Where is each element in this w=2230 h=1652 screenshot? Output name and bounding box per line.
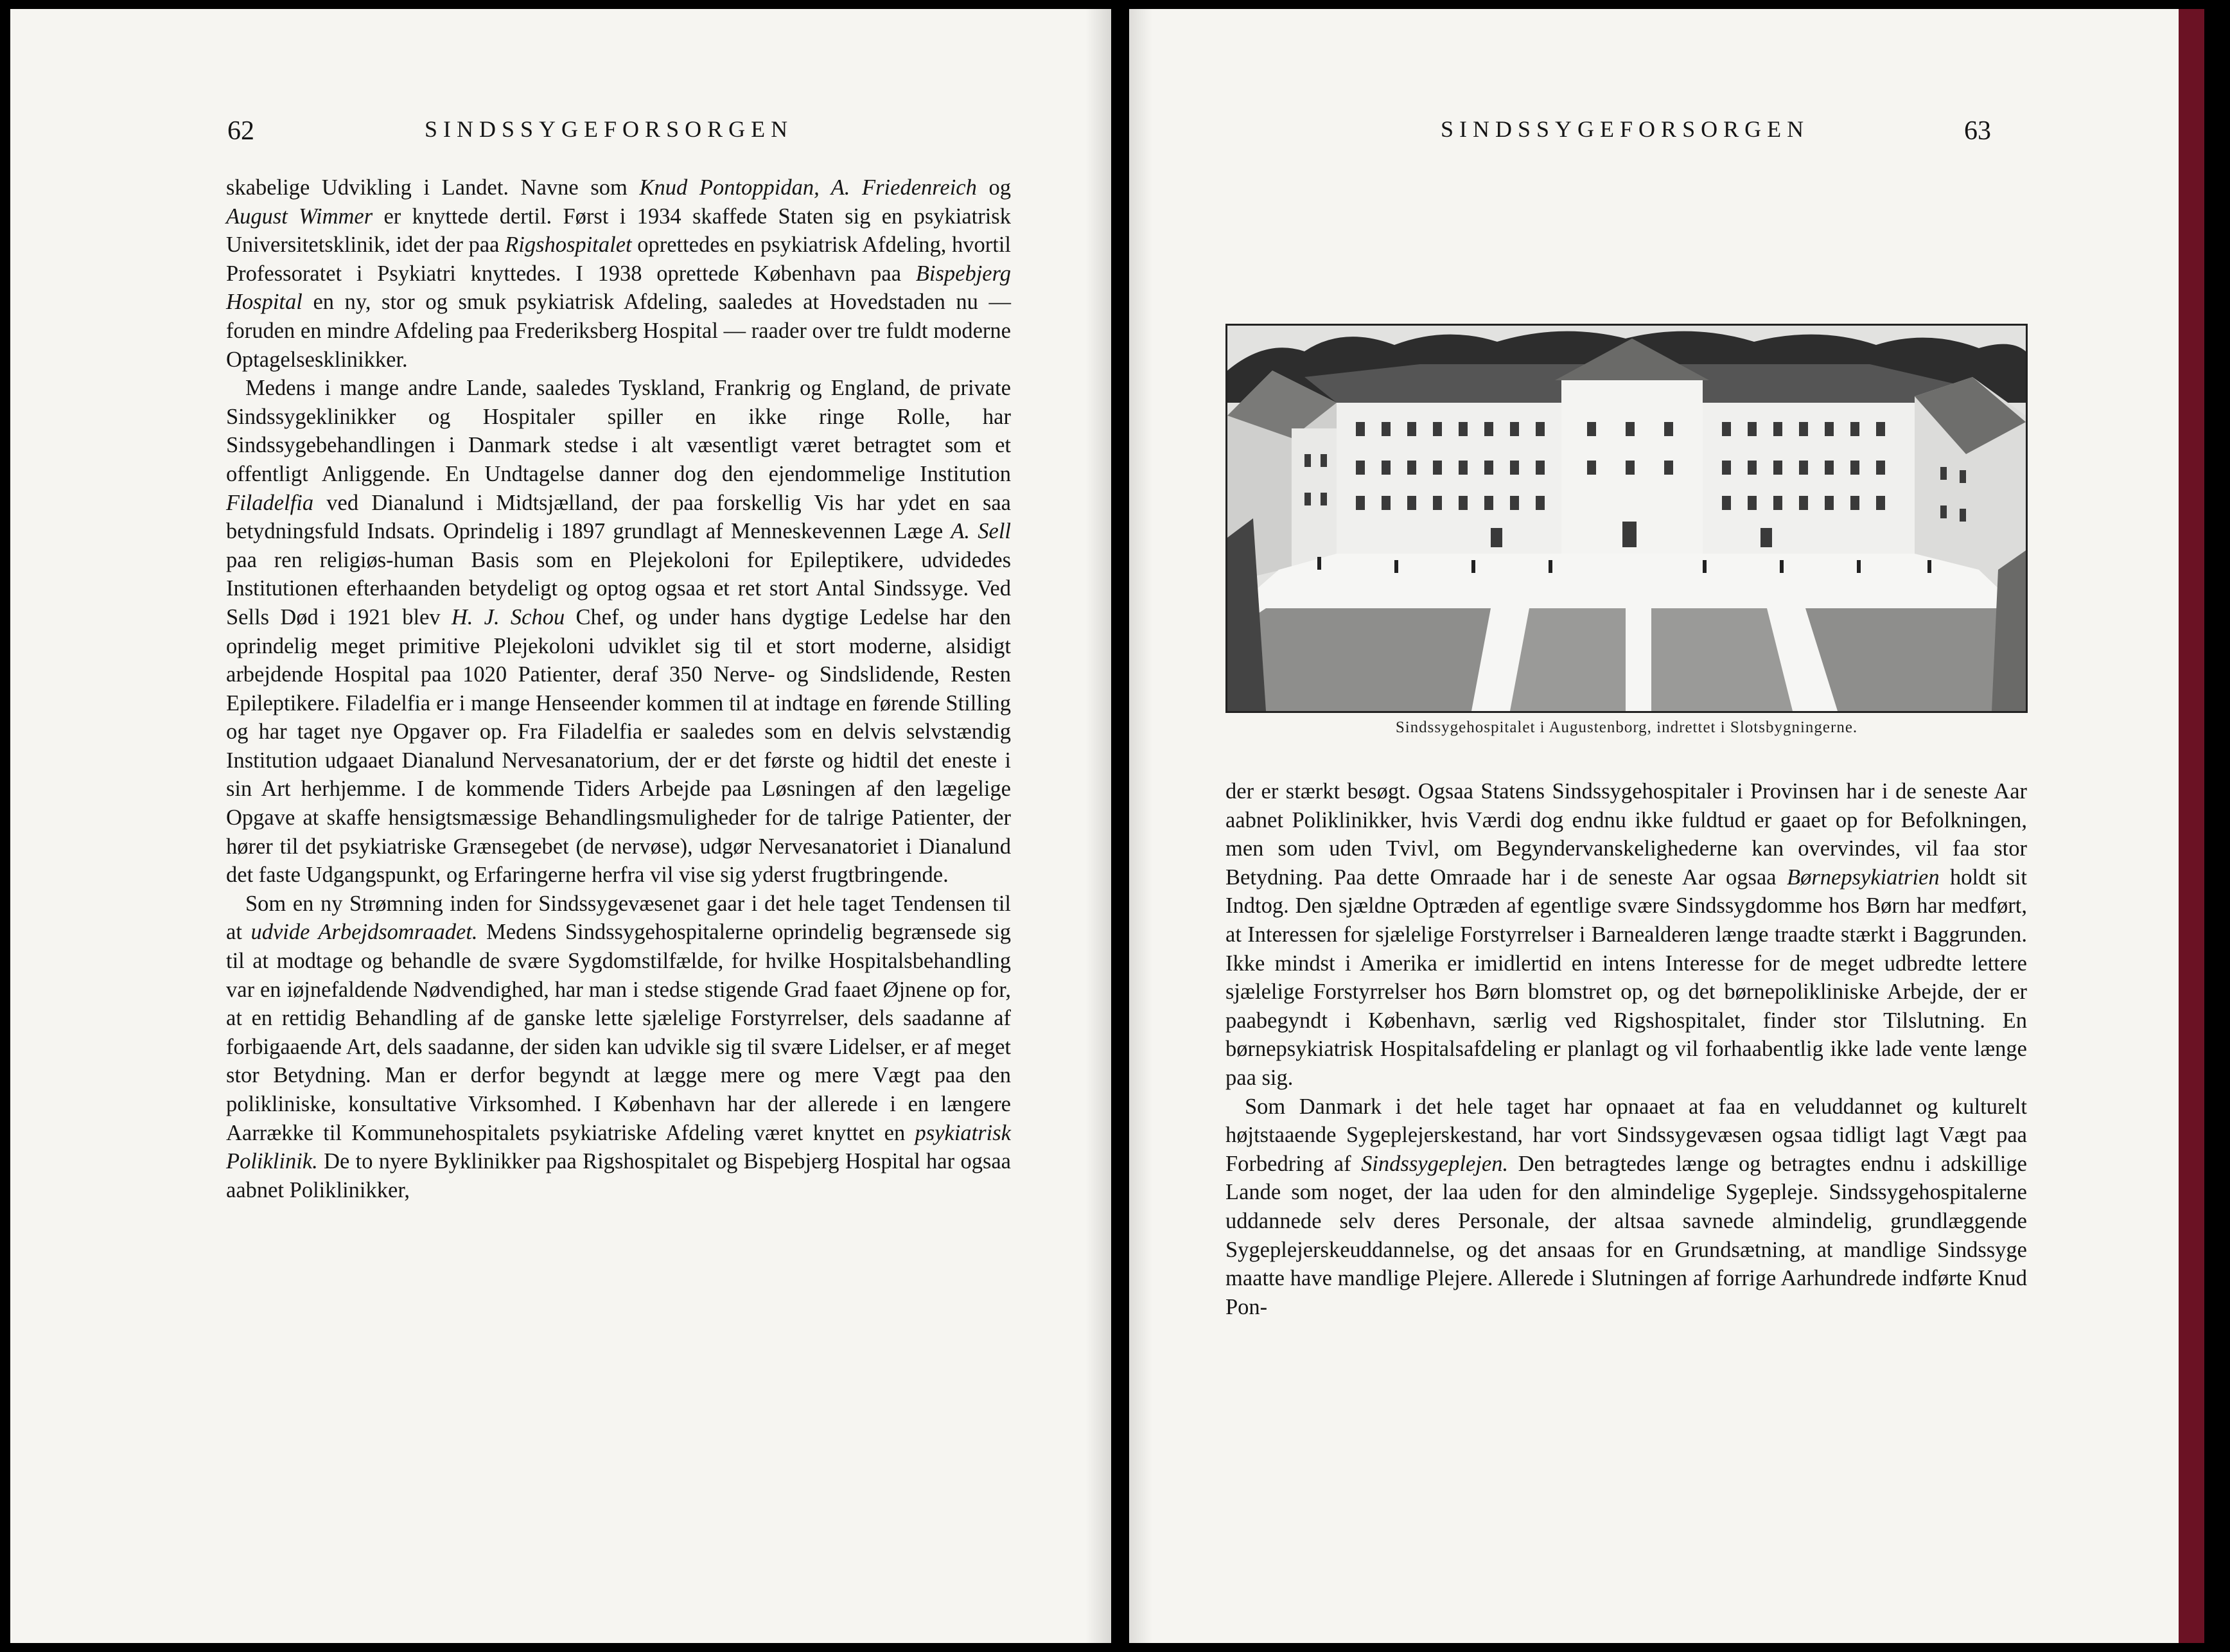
italic-run: August Wimmer xyxy=(226,204,373,229)
text-run: oprettedes en psykiatrisk Afdeling, hvortil Professoratet i Psykiatri knyttedes. I 1938 oprettede København paa xyxy=(226,233,1011,286)
figure-caption: Sindssygehospitalet i Augustenborg, indrettet i Slotsbygningerne. xyxy=(1395,719,1858,736)
italic-run: Filadelfia xyxy=(226,490,314,515)
text-run: holdt sit Indtog. Den sjældne Optræden af egentlige svære Sindssygdomme hos Børn har medført, at Interessen for sjælelige Forstyrrelser i Barnealderen længe traadte stærkt i Baggrunden. Ikke mindst i Amerika er imidlertid en intens Interesse for de meget udbredte lettere sjælelige Forstyrrelser hos Børn blomstret op, og det børnepolikliniske Arbejde, der er paabegyndt i København, særlig ved Rigshospitalet, finder stor Tilslutning. En børnepsykiatrisk Hospitalsafdeling er planlagt og vil forhaabentlig ikke lade vente længe paa sig. xyxy=(1225,865,2027,1090)
italic-run: Sindssygeplejen. xyxy=(1361,1151,1509,1176)
left-page xyxy=(10,9,1111,1643)
page-number: 62 xyxy=(227,116,254,146)
italic-run: Bispebjerg Hospital xyxy=(226,261,1011,315)
text-run: Som en ny Strømning inden for Sindssygevæsenet gaar i det hele taget Tendensen til at xyxy=(226,891,1011,945)
text-run: Som Danmark i det hele taget har opnaaet at faa en veluddannet og kulturelt højtstaaende Sygeplejerskestand, har vort Sindssygevæsen ogsaa tidligt lagt Vægt paa Forbedring af xyxy=(1225,1094,2027,1176)
paragraph xyxy=(226,890,1011,1205)
body-text xyxy=(226,173,1011,1204)
italic-run: Rigshospitalet xyxy=(505,233,632,258)
spine-shadow xyxy=(1085,9,1111,1643)
text-run: skabelige Udvikling i Landet. Navne som xyxy=(226,175,640,200)
text-run: er knyttede dertil. Først i 1934 skaffede Staten sig en psykiatrisk Universitetsklinik, idet der paa xyxy=(226,204,1011,258)
body-text xyxy=(1225,777,2027,1321)
running-head: SINDSSYGEFORSORGEN xyxy=(425,116,794,142)
running-head: SINDSSYGEFORSORGEN xyxy=(1441,116,1810,142)
italic-run: A. Sell xyxy=(951,519,1011,544)
text-run: paa ren religiøs-human Basis som en Plejekoloni for Epileptikere, udvidedes Institutionen efterhaanden betydeligt og optog ogsaa et ret stort Antal Sindssyge. Ved Sells Død i 1921 blev xyxy=(226,547,1011,629)
italic-run: Børnepsykiatrien xyxy=(1787,865,1940,890)
page-number: 63 xyxy=(1964,116,1991,146)
italic-run: H. J. Schou xyxy=(451,604,565,629)
paragraph xyxy=(1225,1093,2027,1322)
paragraph xyxy=(226,173,1011,374)
spine-shadow xyxy=(1129,9,1152,1643)
text-run: Chef, og under hans dygtige Ledelse har den oprindelig meget primitive Plejekoloni udviklet sig til et stort moderne, alsidigt arbejdende Hospital paa 1020 Patienter, deraf 350 Nerve- og Sindslidende, Resten Epileptikere. Filadelfia er i mange Henseender kommen til at indtage en førende Stilling og har taget nye Opgaver op. Fra Filadelfia er saaledes som en delvis selvstændig Institution udgaaet Dianalund Nervesanatorium, der er det første og hidtil det eneste i sin Art herhjemme. I de kommende Tiders Arbejde paa Løsningen af den lægelige Opgave at skaffe hensigtsmæssige Behandlingsmuligheder for de talrige Patienter, der hører til det psykiatriske Grænsegebet (de nervøse), udgør Nervesanatoriet i Dianalund det faste Udgangspunkt, og Erfaringerne herfra vil vise sig yderst frugtbringende. xyxy=(226,604,1011,888)
italic-run: psykiatrisk Poliklinik. xyxy=(226,1120,1011,1174)
text-run: ved Dianalund i Midtsjælland, der paa forskellig Vis har ydet en saa betydningsfuld Indsats. Oprindelig i 1897 grundlagt af Menneskevennen Læge xyxy=(226,490,1011,544)
right-page xyxy=(1129,9,2204,1643)
book-edge xyxy=(2179,9,2204,1643)
paragraph xyxy=(1225,777,2027,1093)
palace-courtyard-photo xyxy=(1225,324,2028,713)
italic-run: Knud Pontoppidan, A. Friedenreich xyxy=(639,175,977,200)
text-run: en ny, stor og smuk psykiatrisk Afdeling, saaledes at Hovedstaden nu — foruden en mindre Afdeling paa Frederiksberg Hospital — raader over tre fuldt moderne Optagelsesklinikker. xyxy=(226,290,1011,372)
text-run: Den betragtedes længe og betragtes endnu i adskillige Lande som noget, der laa uden for den almindelige Sygepleje. Sindssygehospitalerne uddannede selv deres Personale, der altsaa savnede almindelig, grundlæggende Sygeplejerskeuddannelse, og det ansaas for en Grundsætning, at mandlige Sindssyge maatte have mandlige Plejere. Allerede i Slutningen af forrige Aarhundrede indførte Knud Pon- xyxy=(1225,1151,2027,1319)
paragraph xyxy=(226,374,1011,890)
text-run: Medens Sindssygehospitalerne oprindelig begrænsede sig til at modtage og behandle de svære Sygdomstilfælde, for hvilke Hospitalsbehandling var en iøjnefaldende Nødvendighed, har man i stedse stigende Grad faaet Øjnene op for, at en rettidig Behandling af de ganske lette sjælelige Forstyrrelser, dels saadanne af forbigaaende Art, dels saadanne, der siden kan udvikle sig til svære Lidelser, er af meget stor Betydning. Man er derfor begyndt at lægge mere og mere Vægt paa den polikliniske, konsultative Virksomhed. I København har der allerede i en længere Aarrække til Kommunehospitalets psykiatriske Afdeling været knyttet en xyxy=(226,920,1012,1145)
text-run: Medens i mange andre Lande, saaledes Tyskland, Frankrig og England, de private Sindssygeklinikker og Hospitaler spiller en ikke ringe Rolle, har Sindssygebehandlingen i Danmark stedse i alt væsentligt været betragtet som et offentligt Anliggende. En Undtagelse danner dog den ejendommelige Institution xyxy=(226,376,1011,486)
text-run: og xyxy=(976,175,1011,200)
text-run: De to nyere Byklinikker paa Rigshospitalet og Bispebjerg Hospital har ogsaa aabnet Poliklinikker, xyxy=(226,1149,1011,1202)
italic-run: udvide Arbejdsomraadet. xyxy=(250,920,478,945)
text-run: der er stærkt besøgt. Ogsaa Statens Sindssygehospitaler i Provinsen har i de seneste Aar aabnet Poliklinikker, hvis Værdi dog endnu ikke fuldtud er gaaet op for Befolkningen, men som uden Tvivl, om Begyndervanskelighederne kan overvindes, vil faa stor Betydning. Paa dette Omraade har i de seneste Aar ogsaa xyxy=(1225,779,2027,890)
